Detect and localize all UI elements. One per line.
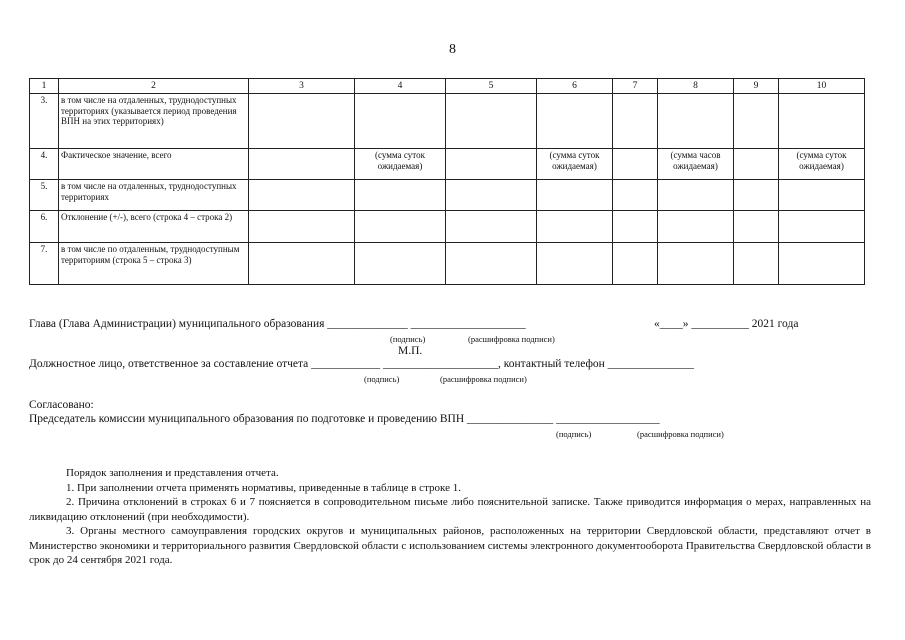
table-cell: (сумма суток ожидаемая) [779,149,865,180]
row-label: в том числе на отдаленных, труднодоступных территориях [59,180,249,211]
seal-place-label: М.П. [398,345,423,357]
table-cell [658,180,734,211]
row-number: 4. [30,149,59,180]
instruction-item: 1. При заполнении отчета применять нормативы, приведенные в таблице в строке 1. [66,481,461,494]
head-signature-line: Глава (Глава Администрации) муниципального образования ______________ ____________________ [29,318,526,330]
table-cell [249,94,355,149]
table-cell [779,180,865,211]
table-cell [779,211,865,243]
column-header: 10 [779,79,865,94]
chair-signature-line: Председатель комиссии муниципального образования по подготовке и проведению ВПН _______________ __________________ [29,413,660,425]
table-cell [537,94,613,149]
table-cell [734,94,779,149]
table-cell [613,94,658,149]
report-table [29,78,865,285]
table-cell [537,211,613,243]
instruction-item: 3. Органы местного самоуправления городских округов и муниципальных районов, расположенных на территории Свердловской области, представляют отчет в Министерство экономики и территориального развития Свердловской области с использованием системы электронного документооборота Правительства Свердловской области в срок до 24 сентября 2021 года. [29,525,871,566]
table-cell [249,243,355,285]
table-cell [446,94,537,149]
row-number: 3. [30,94,59,149]
table-cell [734,243,779,285]
table-cell [537,243,613,285]
table-cell [355,243,446,285]
column-header: 1 [30,79,59,94]
row-number: 5. [30,180,59,211]
row-label: Отклонение (+/-), всего (строка 4 – строка 2) [59,211,249,243]
decoding-caption: (расшифровка подписи) [637,429,724,439]
decoding-caption: (расшифровка подписи) [468,334,555,344]
date-line: «____» __________ 2021 года [654,318,799,330]
row-number: 7. [30,243,59,285]
table-cell [658,243,734,285]
table-header-row [30,79,865,94]
signature-caption: (подпись) [364,374,400,384]
table-cell [446,243,537,285]
table-cell: (сумма суток ожидаемая) [537,149,613,180]
column-header: 2 [59,79,249,94]
column-header: 8 [658,79,734,94]
page-number: 8 [449,42,456,57]
row-number: 6. [30,211,59,243]
signature-caption: (подпись) [390,334,426,344]
table-row [30,211,865,243]
row-label: в том числе на отдаленных, труднодоступных территориях (указывается период проведения ВПН на этих территориях) [59,94,249,149]
instructions-block [29,466,871,568]
table-cell [537,180,613,211]
table-cell [779,243,865,285]
table-cell [355,94,446,149]
agreed-label: Согласовано: [29,399,94,411]
official-signature-line: Должностное лицо, ответственное за составление отчета ____________ ____________________, контактный телефон _______________ [29,358,694,370]
table-cell [249,180,355,211]
table-cell [734,211,779,243]
table-cell [446,211,537,243]
row-label: в том числе по отдаленным, труднодоступным территориям (строка 5 – строка 3) [59,243,249,285]
table-row [30,94,865,149]
table-cell [613,149,658,180]
signature-caption: (подпись) [556,429,592,439]
table-cell [734,180,779,211]
instructions-title: Порядок заполнения и представления отчета. [66,467,279,479]
column-header: 9 [734,79,779,94]
table-cell [355,180,446,211]
instruction-item: 2. Причина отклонений в строках 6 и 7 поясняется в сопроводительном письме либо пояснительной записке. Также приводится информация о мерах, направленных на ликвидацию отклонений (при необходимости). [29,496,871,523]
column-header: 3 [249,79,355,94]
row-label: Фактическое значение, всего [59,149,249,180]
table-row [30,243,865,285]
column-header: 7 [613,79,658,94]
table-cell [779,94,865,149]
table-cell [249,149,355,180]
table-cell [355,211,446,243]
table-cell [613,180,658,211]
column-header: 4 [355,79,446,94]
column-header: 5 [446,79,537,94]
decoding-caption: (расшифровка подписи) [440,374,527,384]
table-cell [249,211,355,243]
table-cell [658,211,734,243]
table-cell: (сумма суток ожидаемая) [355,149,446,180]
table-row [30,149,865,180]
table-cell: (сумма часов ожидаемая) [658,149,734,180]
table-cell [658,94,734,149]
table-cell [446,180,537,211]
column-header: 6 [537,79,613,94]
table-row [30,180,865,211]
table-cell [734,149,779,180]
table-cell [613,211,658,243]
table-cell [446,149,537,180]
table-cell [613,243,658,285]
